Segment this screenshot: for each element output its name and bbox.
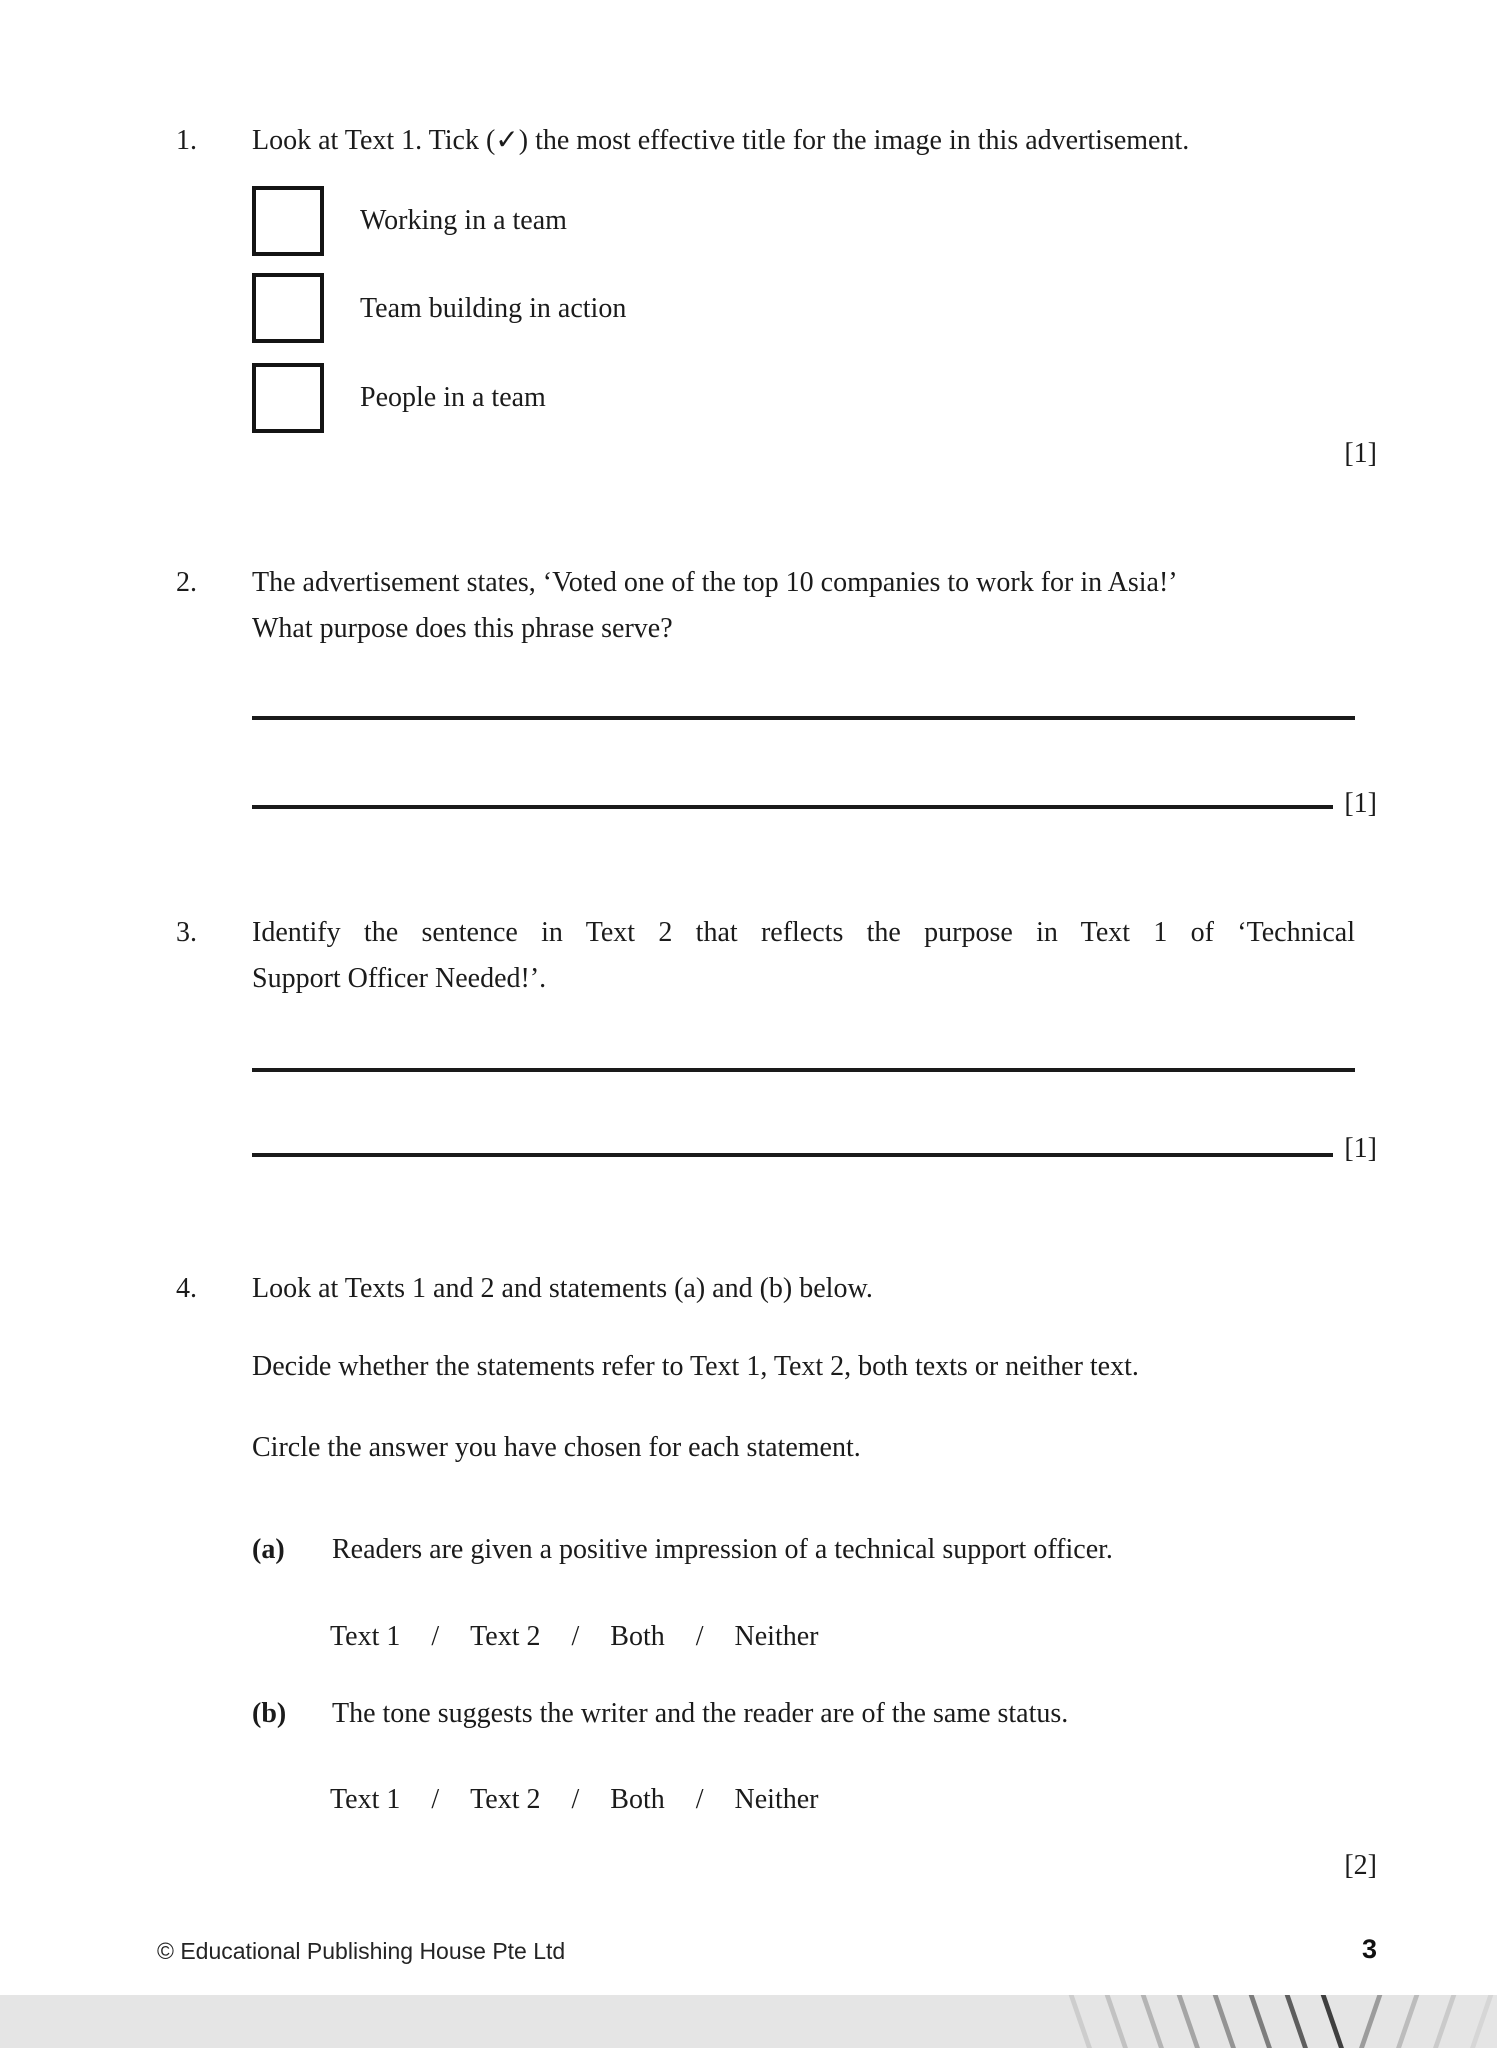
- band-stripe-forwardslash: [1468, 1995, 1494, 2048]
- choice-separator: /: [571, 1784, 580, 1815]
- footer-decorative-band: [0, 1995, 1497, 2048]
- choice-separator: /: [431, 1784, 440, 1815]
- question-3-prompt: [252, 910, 1355, 1002]
- question-2-number: 2.: [176, 567, 197, 598]
- choice-separator: /: [431, 1621, 440, 1652]
- q4a-choices: [330, 1615, 819, 1659]
- q1-marks: [1]: [1344, 438, 1377, 469]
- q4-marks: [2]: [1344, 1850, 1377, 1881]
- band-stripe-backslash: [1103, 1995, 1129, 2048]
- band-stripe-backslash: [1067, 1995, 1093, 2048]
- q4a-choice-text1[interactable]: Text 1: [330, 1621, 401, 1652]
- band-stripe-backslash: [1319, 1995, 1345, 2048]
- choice-separator: /: [695, 1784, 704, 1815]
- band-stripe-backslash: [1175, 1995, 1201, 2048]
- q4a-choice-text2[interactable]: Text 2: [470, 1621, 541, 1652]
- band-stripe-backslash: [1211, 1995, 1237, 2048]
- copyright-notice: © Educational Publishing House Pte Ltd: [157, 1938, 566, 1964]
- q3-answer-line-1[interactable]: [252, 1068, 1355, 1072]
- q4b-statement: The tone suggests the writer and the reader are of the same status.: [332, 1698, 1069, 1729]
- question-4-prompt: Look at Texts 1 and 2 and statements (a) and (b) below.: [252, 1273, 873, 1304]
- page-number: 3: [1361, 1934, 1377, 1964]
- q4b-label: (b): [252, 1698, 287, 1729]
- question-1-prompt: Look at Text 1. Tick (✓) the most effective title for the image in this advertisement.: [252, 125, 1190, 156]
- question-2-prompt-line2: What purpose does this phrase serve?: [252, 613, 673, 644]
- question-3-prompt-line1: Identify the sentence in Text 2 that reflects the purpose in Text 1 of ‘Technical: [252, 917, 1355, 948]
- q4b-choice-text2[interactable]: Text 2: [470, 1784, 541, 1815]
- q1-option-2-checkbox[interactable]: [252, 273, 324, 343]
- choice-separator: /: [571, 1621, 580, 1652]
- question-2-prompt: [252, 560, 1178, 652]
- q4a-statement: Readers are given a positive impression of a technical support officer.: [332, 1534, 1113, 1565]
- question-3-number: 3.: [176, 917, 197, 948]
- question-4-instruction-1: Decide whether the statements refer to Text 1, Text 2, both texts or neither text.: [252, 1351, 1139, 1382]
- q2-marks: [1]: [1344, 788, 1377, 819]
- q4a-label: (a): [252, 1534, 285, 1565]
- q2-answer-line-2[interactable]: [252, 805, 1333, 809]
- q1-option-3-label: People in a team: [360, 382, 546, 413]
- q3-answer-line-2[interactable]: [252, 1153, 1333, 1157]
- band-stripe-forwardslash: [1431, 1995, 1457, 2048]
- footer-stripes: [0, 1995, 1497, 2048]
- question-2-prompt-line1: The advertisement states, ‘Voted one of the top 10 companies to work for in Asia!’: [252, 567, 1178, 598]
- band-stripe-backslash: [1139, 1995, 1165, 2048]
- q1-option-1-checkbox[interactable]: [252, 186, 324, 256]
- q4b-choices: [330, 1778, 819, 1822]
- question-1-number: 1.: [176, 125, 197, 156]
- question-4-instruction-2: Circle the answer you have chosen for each statement.: [252, 1432, 861, 1463]
- q4a-choice-neither[interactable]: Neither: [734, 1621, 819, 1652]
- band-stripe-forwardslash: [1357, 1995, 1383, 2048]
- q4b-choice-neither[interactable]: Neither: [734, 1784, 819, 1815]
- question-4-number: 4.: [176, 1273, 197, 1304]
- band-stripe-backslash: [1247, 1995, 1273, 2048]
- q2-answer-line-1[interactable]: [252, 716, 1355, 720]
- question-3-prompt-line2: Support Officer Needed!’.: [252, 963, 547, 994]
- band-stripe-forwardslash: [1394, 1995, 1420, 2048]
- q1-option-3-checkbox[interactable]: [252, 363, 324, 433]
- q1-option-1-label: Working in a team: [360, 205, 567, 236]
- band-stripe-backslash: [1283, 1995, 1309, 2048]
- choice-separator: /: [695, 1621, 704, 1652]
- q4b-choice-text1[interactable]: Text 1: [330, 1784, 401, 1815]
- q4a-choice-both[interactable]: Both: [610, 1621, 665, 1652]
- q4b-choice-both[interactable]: Both: [610, 1784, 665, 1815]
- q3-marks: [1]: [1344, 1133, 1377, 1164]
- q1-option-2-label: Team building in action: [360, 293, 627, 324]
